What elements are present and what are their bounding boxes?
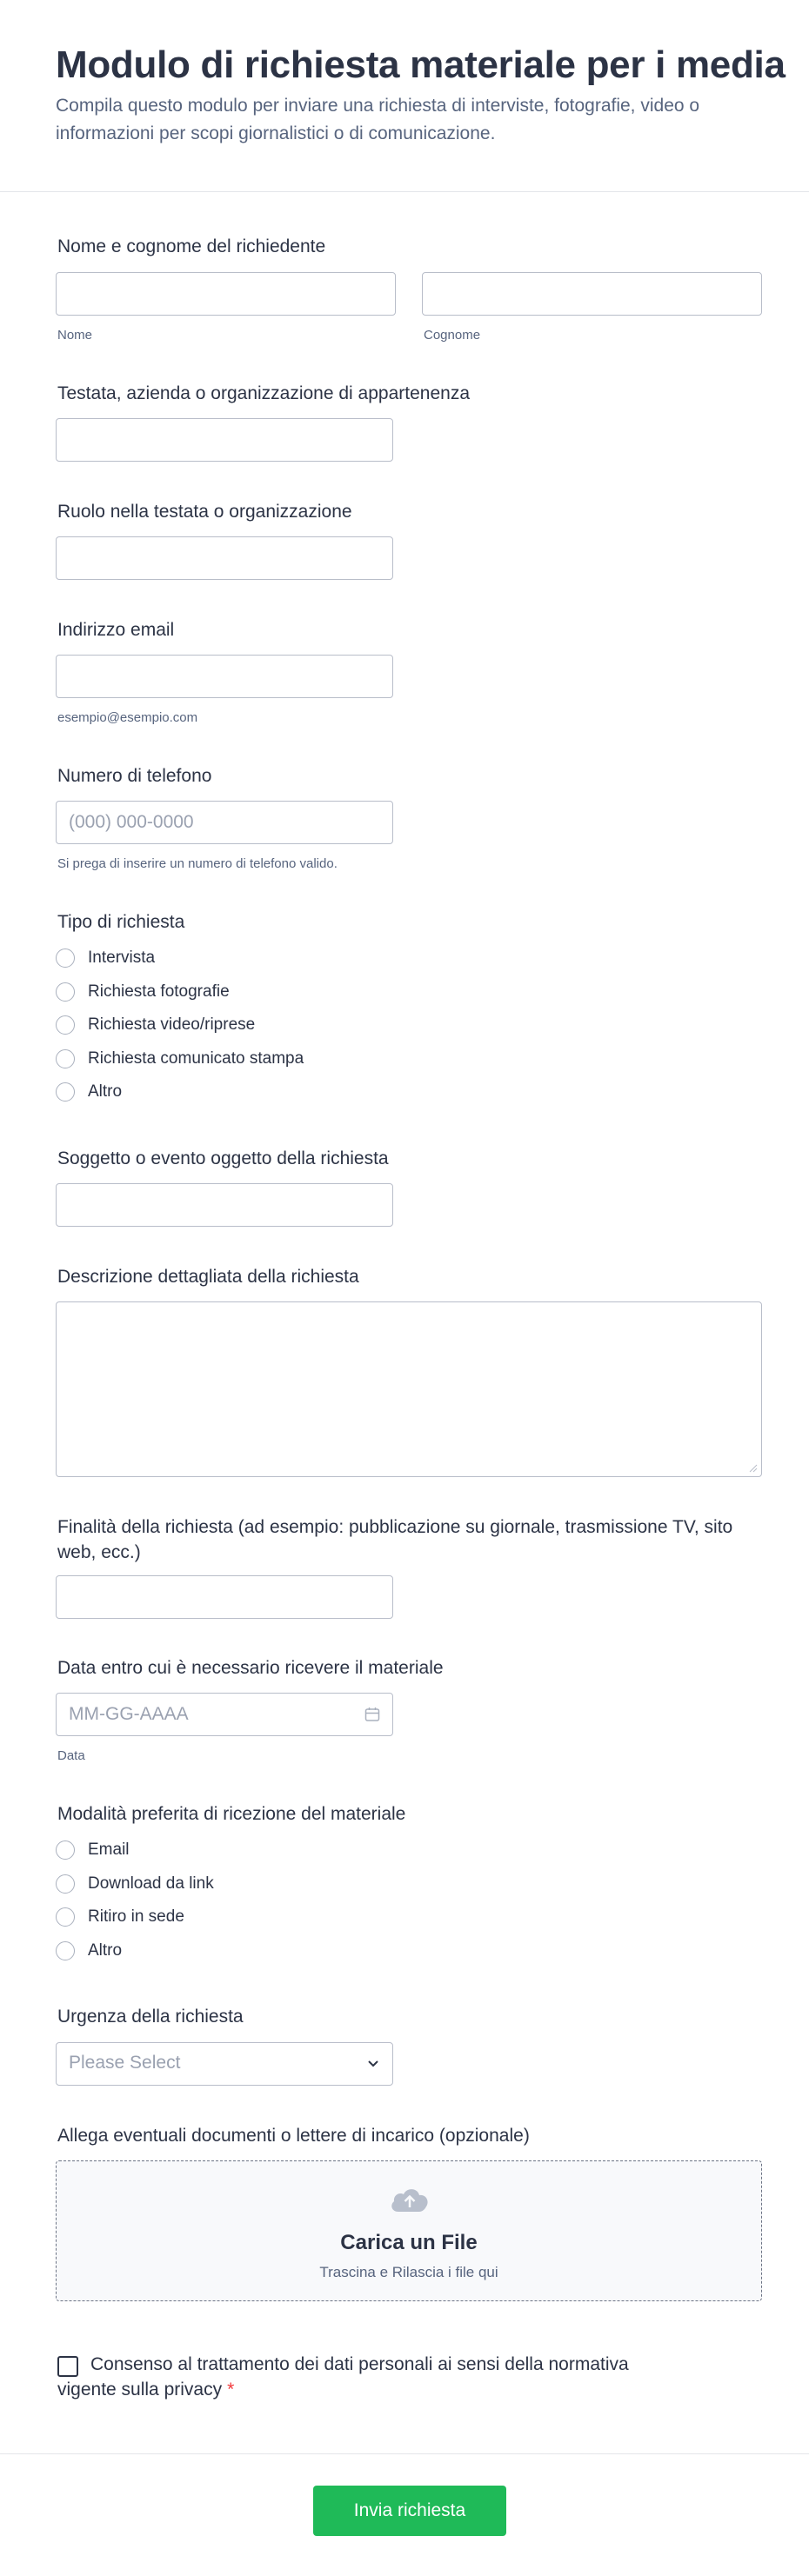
radio-label: Intervista [88, 949, 156, 967]
subject-label: Soggetto o evento oggetto della richiesta [57, 1148, 389, 1168]
radio-button[interactable] [56, 949, 75, 968]
email-sublabel: esempio@esempio.com [57, 710, 198, 725]
calendar-icon[interactable] [364, 1707, 380, 1722]
radio-label: Download da link [88, 1874, 214, 1893]
email-input[interactable] [56, 655, 393, 698]
first-name-sublabel: Nome [57, 328, 93, 343]
delivery-option[interactable] [56, 1905, 184, 1929]
required-asterisk: * [227, 2380, 235, 2400]
radio-label: Email [88, 1840, 130, 1859]
request-type-label: Tipo di richiesta [57, 912, 185, 932]
delivery-label: Modalità preferita di ricezione del materiale [57, 1804, 406, 1824]
chevron-down-icon [364, 2055, 382, 2073]
upload-title: Carica un File [340, 2231, 478, 2254]
phone-label: Numero di telefono [57, 766, 212, 786]
description-label: Descrizione dettagliata della richiesta [57, 1267, 359, 1287]
request-type-option[interactable] [56, 946, 155, 970]
radio-button[interactable] [56, 1082, 75, 1102]
submit-button[interactable]: Invia richiesta [313, 2486, 506, 2536]
radio-label: Richiesta fotografie [88, 982, 230, 1001]
page-title: Modulo di richiesta materiale per i media [56, 43, 786, 86]
name-label: Nome e cognome del richiedente [57, 236, 326, 256]
last-name-input[interactable] [422, 272, 762, 316]
radio-button[interactable] [56, 1015, 75, 1035]
email-label: Indirizzo email [57, 620, 175, 640]
organization-label: Testata, azienda o organizzazione di appartenenza [57, 383, 470, 403]
footer-divider [0, 2453, 809, 2454]
purpose-input[interactable] [56, 1575, 393, 1619]
radio-label: Altro [88, 1082, 123, 1101]
radio-label: Richiesta comunicato stampa [88, 1049, 304, 1068]
radio-button[interactable] [56, 1840, 75, 1860]
resize-handle-icon[interactable] [749, 1464, 758, 1473]
date-input[interactable] [56, 1693, 393, 1736]
request-type-option[interactable] [56, 1013, 255, 1037]
select-value: Please Select [69, 2053, 181, 2073]
role-label: Ruolo nella testata o organizzazione [57, 502, 352, 522]
organization-input[interactable] [56, 418, 393, 462]
phone-input[interactable]: (000) 000-0000 [56, 801, 393, 844]
purpose-label: Finalità della richiesta (ad esempio: pubblicazione su giornale, trasmissione TV, sito web, ecc.) [57, 1517, 733, 1562]
date-placeholder: MM-GG-AAAA [69, 1704, 189, 1724]
radio-button[interactable] [56, 1049, 75, 1068]
form-header [0, 0, 809, 192]
role-input[interactable] [56, 536, 393, 580]
date-sublabel: Data [57, 1748, 85, 1763]
request-type-option[interactable] [56, 1080, 122, 1104]
delivery-option[interactable] [56, 1838, 130, 1862]
page-subtitle: Compila questo modulo per inviare una richiesta di interviste, fotografie, video o informazioni per scopi giornalistici o di comunicazione. [56, 96, 700, 143]
deadline-label: Data entro cui è necessario ricevere il materiale [57, 1658, 444, 1678]
last-name-sublabel: Cognome [424, 328, 481, 343]
request-type-option[interactable] [56, 1047, 304, 1071]
radio-label: Richiesta video/riprese [88, 1015, 256, 1034]
consent-label [57, 2352, 666, 2402]
cloud-upload-icon [388, 2182, 431, 2217]
urgency-label: Urgenza della richiesta [57, 2007, 244, 2027]
subject-input[interactable] [56, 1183, 393, 1227]
delivery-option[interactable] [56, 1872, 214, 1896]
radio-button[interactable] [56, 1874, 75, 1894]
radio-button[interactable] [56, 982, 75, 1002]
radio-button[interactable] [56, 1907, 75, 1927]
file-upload-dropzone[interactable] [56, 2160, 762, 2301]
delivery-option[interactable] [56, 1939, 122, 1963]
radio-label: Ritiro in sede [88, 1907, 184, 1926]
radio-label: Altro [88, 1941, 123, 1960]
consent-text: Consenso al trattamento dei dati personali ai sensi della normativa vigente sulla privacy [57, 2354, 629, 2400]
phone-sublabel: Si prega di inserire un numero di telefono valido. [57, 856, 338, 871]
urgency-select[interactable] [56, 2042, 393, 2086]
request-type-option[interactable] [56, 980, 230, 1004]
description-textarea[interactable] [56, 1301, 762, 1477]
attachments-label: Allega eventuali documenti o lettere di incarico (opzionale) [57, 2126, 530, 2146]
first-name-input[interactable] [56, 272, 396, 316]
radio-button[interactable] [56, 1941, 75, 1960]
upload-subtitle: Trascina e Rilascia i file qui [319, 2264, 498, 2280]
